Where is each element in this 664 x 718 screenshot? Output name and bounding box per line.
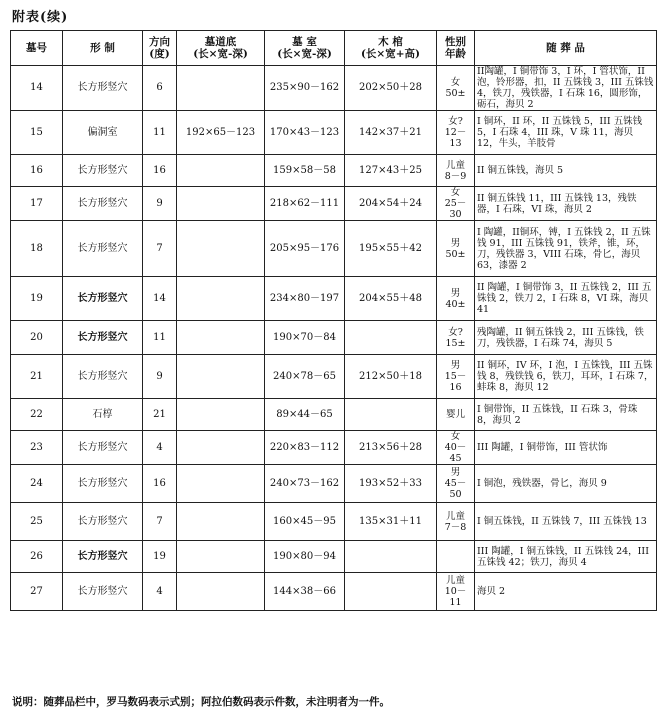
cell-shape: 偏洞室 bbox=[63, 111, 143, 155]
age-text: 40± bbox=[445, 298, 466, 310]
cell-dromos bbox=[177, 573, 265, 611]
cell-chamber: 240×78－65 bbox=[265, 355, 345, 399]
age-text: 15± bbox=[445, 337, 466, 349]
cell-chamber: 240×73－162 bbox=[265, 465, 345, 503]
cell-shape: 长方形竖穴 bbox=[63, 355, 143, 399]
header-grave-goods: 随 葬 品 bbox=[475, 31, 657, 66]
age-text: 12－13 bbox=[444, 127, 467, 149]
table-body bbox=[11, 66, 657, 611]
cell-dromos bbox=[177, 355, 265, 399]
cell-grave-goods: I 陶罐，II铜环，镈，I 五铢钱 2，II 五铢钱 91，III 五铢钱 91，铁斧，锥，环，刀，残铁器 3，VIII 石珠，骨匕，海贝 63，漆器 2 bbox=[475, 221, 657, 277]
cell-grave-goods: 海贝 2 bbox=[475, 573, 657, 611]
cell-sex-age bbox=[437, 431, 475, 465]
sex-text: 男 bbox=[450, 287, 461, 299]
sex-text: 女? bbox=[448, 326, 463, 338]
cell-direction: 14 bbox=[143, 277, 177, 321]
cell-chamber: 159×58－58 bbox=[265, 155, 345, 187]
header-shape: 形 制 bbox=[63, 31, 143, 66]
age-text: 25－30 bbox=[444, 198, 467, 220]
age-text: 10－11 bbox=[444, 586, 467, 608]
cell-tomb-no: 19 bbox=[11, 277, 63, 321]
cell-coffin bbox=[345, 541, 437, 573]
cell-grave-goods: II 陶罐，I 铜带饰 3，II 五铢钱 2，III 五铢钱 2，铁刀 2，I 石珠 8，VI 珠，海贝 41 bbox=[475, 277, 657, 321]
cell-grave-goods: I 铜环，II 环，II 五铢钱 5，III 五铢钱 5，I 石珠 4，III 珠，V 珠 11，海贝 12，牛头，羊肢骨 bbox=[475, 111, 657, 155]
cell-sex-age bbox=[437, 321, 475, 355]
cell-sex-age bbox=[437, 541, 475, 573]
table-row bbox=[11, 221, 657, 277]
cell-coffin: 213×56＋28 bbox=[345, 431, 437, 465]
table-row bbox=[11, 66, 657, 111]
header-chamber bbox=[265, 31, 345, 66]
cell-grave-goods: III 陶罐，I 铜五铢钱，II 五铢钱 24，III 五铢钱 42；铁刀，海贝 4 bbox=[475, 541, 657, 573]
cell-dromos: 192×65－123 bbox=[177, 111, 265, 155]
cell-chamber: 234×80－197 bbox=[265, 277, 345, 321]
cell-sex-age bbox=[437, 221, 475, 277]
cell-shape: 长方形竖穴 bbox=[63, 155, 143, 187]
cell-coffin: 135×31＋11 bbox=[345, 503, 437, 541]
cell-coffin: 127×43＋25 bbox=[345, 155, 437, 187]
sex-text: 男 bbox=[450, 467, 461, 478]
cell-tomb-no: 23 bbox=[11, 431, 63, 465]
age-text: 15－16 bbox=[444, 371, 467, 393]
cell-chamber: 220×83－112 bbox=[265, 431, 345, 465]
cell-coffin: 204×55＋48 bbox=[345, 277, 437, 321]
cell-sex-age bbox=[437, 155, 475, 187]
cell-tomb-no: 21 bbox=[11, 355, 63, 399]
cell-direction: 19 bbox=[143, 541, 177, 573]
cell-grave-goods: I 铜泡，残铁器，骨匕，海贝 9 bbox=[475, 465, 657, 503]
header-sex-age bbox=[437, 31, 475, 66]
sex-text: 女? bbox=[448, 116, 463, 127]
header-dromos bbox=[177, 31, 265, 66]
sex-text: 女 bbox=[450, 431, 461, 442]
cell-grave-goods: II陶罐，I 铜带饰 3，I 环，I 管状饰，II 泡，铃形器，扣，II 五铢钱 3，III 五铢钱 4，铁刀，残铁器，I 石珠 16，圆形饰，砺石，海贝 2 bbox=[475, 66, 657, 111]
header-chamber-line1: 墓 室 bbox=[292, 36, 317, 48]
table-row bbox=[11, 431, 657, 465]
cell-coffin bbox=[345, 399, 437, 431]
table-header bbox=[11, 31, 657, 66]
age-text: 40－45 bbox=[444, 442, 467, 464]
cell-direction: 4 bbox=[143, 573, 177, 611]
cell-sex-age bbox=[437, 465, 475, 503]
header-direction bbox=[143, 31, 177, 66]
cell-direction: 21 bbox=[143, 399, 177, 431]
sex-text: 儿童 bbox=[445, 510, 465, 522]
cell-grave-goods: II 铜环，IV 环，I 泡，I 五铢钱，III 五铢钱 8，残铁钱 6，铁刀，耳环，I 石珠 7，蚌珠 8，海贝 12 bbox=[475, 355, 657, 399]
cell-sex-age bbox=[437, 573, 475, 611]
header-tomb-no: 墓号 bbox=[11, 31, 63, 66]
table-row bbox=[11, 399, 657, 431]
cell-direction: 9 bbox=[143, 187, 177, 221]
cell-direction: 7 bbox=[143, 503, 177, 541]
cell-dromos bbox=[177, 321, 265, 355]
cell-shape: 长方形竖穴 bbox=[63, 277, 143, 321]
sex-text: 女 bbox=[450, 77, 461, 88]
cell-sex-age bbox=[437, 399, 475, 431]
cell-shape: 长方形竖穴 bbox=[63, 465, 143, 503]
cell-direction: 16 bbox=[143, 155, 177, 187]
table-row bbox=[11, 321, 657, 355]
age-text: 50± bbox=[445, 88, 466, 99]
table-row bbox=[11, 573, 657, 611]
age-text: 7－8 bbox=[444, 521, 467, 533]
cell-coffin: 212×50＋18 bbox=[345, 355, 437, 399]
table-row bbox=[11, 277, 657, 321]
age-text: 8－9 bbox=[444, 170, 467, 182]
cell-grave-goods: II 铜五铢钱，海贝 5 bbox=[475, 155, 657, 187]
cell-tomb-no: 17 bbox=[11, 187, 63, 221]
header-direction-line1: 方向 bbox=[149, 36, 170, 48]
cell-dromos bbox=[177, 399, 265, 431]
cell-direction: 11 bbox=[143, 321, 177, 355]
cell-sex-age bbox=[437, 355, 475, 399]
header-coffin-line2: (长×宽+高) bbox=[360, 48, 421, 60]
header-chamber-line2: (长×宽-深) bbox=[277, 48, 332, 60]
cell-dromos bbox=[177, 503, 265, 541]
footnote: 说明：随葬品栏中，罗马数码表示式别；阿拉伯数码表示件数，未注明者为一件。 bbox=[12, 696, 390, 708]
header-age-line: 年龄 bbox=[445, 48, 466, 60]
cell-tomb-no: 25 bbox=[11, 503, 63, 541]
sex-text: 婴儿 bbox=[445, 409, 465, 420]
cell-shape: 长方形竖穴 bbox=[63, 66, 143, 111]
cell-tomb-no: 14 bbox=[11, 66, 63, 111]
cell-shape: 石椁 bbox=[63, 399, 143, 431]
header-coffin bbox=[345, 31, 437, 66]
cell-direction: 4 bbox=[143, 431, 177, 465]
cell-grave-goods: I 铜五铢钱，II 五铢钱 7，III 五铢钱 13 bbox=[475, 503, 657, 541]
table-caption: 附表(续) bbox=[12, 10, 69, 25]
header-direction-line2: (度) bbox=[149, 48, 170, 60]
cell-chamber: 190×80－94 bbox=[265, 541, 345, 573]
cell-dromos bbox=[177, 187, 265, 221]
table-row bbox=[11, 355, 657, 399]
cell-dromos bbox=[177, 541, 265, 573]
cell-tomb-no: 24 bbox=[11, 465, 63, 503]
cell-grave-goods: II 铜五铢钱 11，III 五铢钱 13，残铁器，I 石珠，VI 珠，海贝 2 bbox=[475, 187, 657, 221]
cell-chamber: 218×62－111 bbox=[265, 187, 345, 221]
cell-sex-age bbox=[437, 66, 475, 111]
header-coffin-line1: 木 棺 bbox=[378, 36, 403, 48]
table-row bbox=[11, 465, 657, 503]
sex-text: 男 bbox=[450, 237, 461, 249]
cell-direction: 11 bbox=[143, 111, 177, 155]
cell-chamber: 170×43－123 bbox=[265, 111, 345, 155]
cell-dromos bbox=[177, 277, 265, 321]
cell-direction: 6 bbox=[143, 66, 177, 111]
cell-sex-age bbox=[437, 277, 475, 321]
cell-chamber: 190×70－84 bbox=[265, 321, 345, 355]
age-text: 50± bbox=[445, 248, 466, 260]
cell-tomb-no: 18 bbox=[11, 221, 63, 277]
sex-text: 儿童 bbox=[445, 575, 465, 586]
table-row bbox=[11, 155, 657, 187]
table-row bbox=[11, 503, 657, 541]
cell-shape: 长方形竖穴 bbox=[63, 503, 143, 541]
header-dromos-line1: 墓道底 bbox=[204, 36, 237, 48]
sex-text: 女 bbox=[450, 187, 461, 198]
cell-shape: 长方形竖穴 bbox=[63, 321, 143, 355]
cell-dromos bbox=[177, 221, 265, 277]
cell-dromos bbox=[177, 155, 265, 187]
cell-shape: 长方形竖穴 bbox=[63, 573, 143, 611]
cell-chamber: 144×38－66 bbox=[265, 573, 345, 611]
cell-chamber: 235×90－162 bbox=[265, 66, 345, 111]
cell-chamber: 89×44－65 bbox=[265, 399, 345, 431]
burial-appendix-table bbox=[10, 30, 657, 611]
cell-coffin: 195×55＋42 bbox=[345, 221, 437, 277]
age-text: 45－50 bbox=[444, 478, 467, 500]
cell-coffin: 142×37＋21 bbox=[345, 111, 437, 155]
cell-coffin: 193×52＋33 bbox=[345, 465, 437, 503]
cell-chamber: 160×45－95 bbox=[265, 503, 345, 541]
cell-direction: 9 bbox=[143, 355, 177, 399]
cell-coffin: 204×54＋24 bbox=[345, 187, 437, 221]
cell-dromos bbox=[177, 66, 265, 111]
cell-dromos bbox=[177, 431, 265, 465]
cell-sex-age bbox=[437, 111, 475, 155]
cell-direction: 7 bbox=[143, 221, 177, 277]
cell-coffin bbox=[345, 321, 437, 355]
header-sex-line: 性别 bbox=[445, 36, 466, 48]
cell-tomb-no: 15 bbox=[11, 111, 63, 155]
cell-chamber: 205×95－176 bbox=[265, 221, 345, 277]
cell-coffin: 202×50＋28 bbox=[345, 66, 437, 111]
cell-direction: 16 bbox=[143, 465, 177, 503]
cell-shape: 长方形竖穴 bbox=[63, 541, 143, 573]
cell-tomb-no: 16 bbox=[11, 155, 63, 187]
sex-text: 儿童 bbox=[445, 159, 465, 171]
cell-shape: 长方形竖穴 bbox=[63, 221, 143, 277]
cell-tomb-no: 22 bbox=[11, 399, 63, 431]
table-row bbox=[11, 111, 657, 155]
cell-grave-goods: III 陶罐，I 铜带饰，III 管状饰 bbox=[475, 431, 657, 465]
cell-shape: 长方形竖穴 bbox=[63, 431, 143, 465]
cell-tomb-no: 20 bbox=[11, 321, 63, 355]
cell-dromos bbox=[177, 465, 265, 503]
cell-coffin bbox=[345, 573, 437, 611]
cell-sex-age bbox=[437, 503, 475, 541]
table-row bbox=[11, 541, 657, 573]
cell-grave-goods: I 铜带饰，II 五铢钱，II 石珠 3，骨珠 8，海贝 2 bbox=[475, 399, 657, 431]
cell-sex-age bbox=[437, 187, 475, 221]
cell-tomb-no: 26 bbox=[11, 541, 63, 573]
header-dromos-line2: (长×宽-深) bbox=[193, 48, 248, 60]
table-row bbox=[11, 187, 657, 221]
cell-grave-goods: 残陶罐，II 铜五铢钱 2，III 五铢钱，铁刀，残铁器，I 石珠 74，海贝 5 bbox=[475, 321, 657, 355]
cell-tomb-no: 27 bbox=[11, 573, 63, 611]
sex-text: 男 bbox=[450, 360, 461, 371]
cell-shape: 长方形竖穴 bbox=[63, 187, 143, 221]
